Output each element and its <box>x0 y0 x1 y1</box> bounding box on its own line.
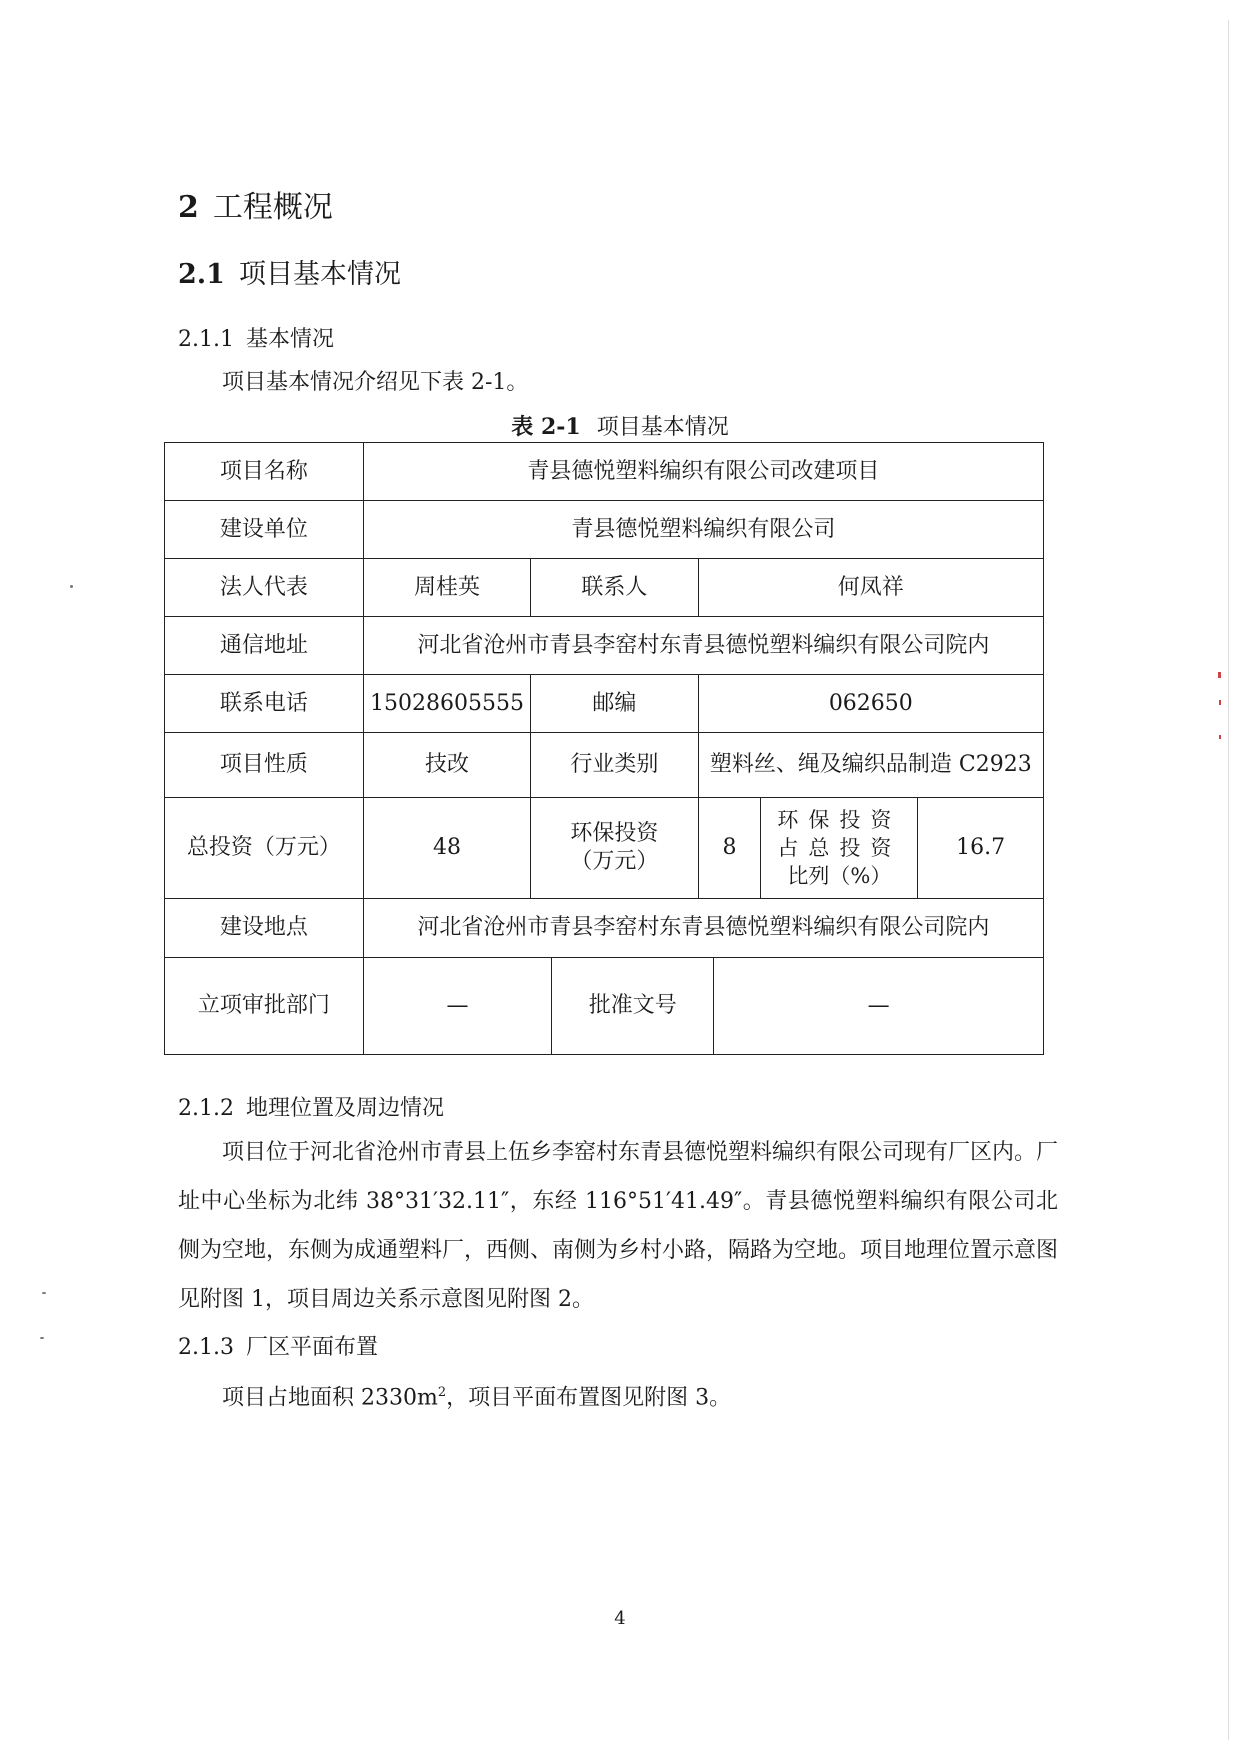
scan-mark <box>1218 672 1221 678</box>
section-heading <box>178 252 401 291</box>
table-caption-number: 表 2-1 <box>511 414 581 440</box>
cell-label: 项目性质 <box>165 733 364 798</box>
table-row <box>165 559 1044 617</box>
cell-label: 通信地址 <box>165 617 364 675</box>
cell-value: 技改 <box>363 733 530 798</box>
layout-text-end: ，项目平面布置图见附图 3。 <box>446 1385 732 1411</box>
cell-value: 青县德悦塑料编织有限公司 <box>363 501 1043 559</box>
cell-value: 何凤祥 <box>698 559 1043 617</box>
cell-value: 青县德悦塑料编织有限公司改建项目 <box>363 443 1043 501</box>
table-row <box>165 443 1044 501</box>
scan-speck <box>40 1337 44 1339</box>
cell-label: 立项审批部门 <box>165 958 364 1055</box>
subsection-number: 2.1.2 <box>178 1096 234 1121</box>
subsection-title: 厂区平面布置 <box>245 1335 378 1360</box>
cell-label <box>531 798 698 899</box>
chapter-heading <box>178 182 333 226</box>
scan-edge <box>1228 20 1229 1740</box>
cell-value: 周桂英 <box>363 559 530 617</box>
layout-paragraph <box>178 1368 1058 1422</box>
intro-paragraph: 项目基本情况介绍见下表 2-1。 <box>222 370 529 395</box>
cell-value: 河北省沧州市青县李窑村东青县德悦塑料编织有限公司院内 <box>363 899 1043 958</box>
chapter-number: 2 <box>178 190 199 225</box>
subsection-number: 2.1.1 <box>178 327 234 352</box>
subsection-number: 2.1.3 <box>178 1335 234 1360</box>
location-paragraph: 项目位于河北省沧州市青县上伍乡李窑村东青县德悦塑料编织有限公司现有厂区内。厂址中心坐标为北纬 38°31′32.11″，东经 116°51′41.49″。青县德悦塑料编织有限公司北侧为空地，东侧为成通塑料厂，西侧、南侧为乡村小路，隔路为空地。项目地理位置示意图见附图 1，项目周边关系示意图见附图 2。 <box>178 1140 1059 1312</box>
table-row <box>165 675 1044 733</box>
cell-value: — <box>714 958 1044 1055</box>
cell-value: 8 <box>698 798 761 899</box>
cell-label: 总投资（万元） <box>165 798 364 899</box>
env-invest-label-line1: 环保投资 <box>570 821 659 846</box>
scan-speck <box>42 1292 46 1294</box>
area-superscript: 2 <box>437 1385 447 1400</box>
ratio-label-line3: 比列（%） <box>787 864 892 888</box>
cell-value: 15028605555 <box>363 675 530 733</box>
subsection-heading-211 <box>178 322 334 353</box>
table-caption <box>0 410 1240 441</box>
layout-text: 项目占地面积 2330m <box>222 1385 438 1411</box>
table-row <box>165 958 1044 1055</box>
section-title: 项目基本情况 <box>238 259 401 290</box>
table-row <box>165 798 1044 899</box>
subsection-heading-213 <box>178 1330 378 1361</box>
cell-label: 建设地点 <box>165 899 364 958</box>
cell-label: 邮编 <box>531 675 698 733</box>
chapter-title: 工程概况 <box>212 190 333 225</box>
table-caption-title: 项目基本情况 <box>596 415 729 440</box>
cell-label: 联系人 <box>531 559 698 617</box>
subsection-heading-212 <box>178 1091 444 1122</box>
table-row <box>165 501 1044 559</box>
cell-value: 062650 <box>698 675 1043 733</box>
cell-value: 16.7 <box>918 798 1044 899</box>
cell-value: 河北省沧州市青县李窑村东青县德悦塑料编织有限公司院内 <box>363 617 1043 675</box>
cell-label <box>761 798 918 899</box>
cell-label: 批准文号 <box>552 958 714 1055</box>
cell-value: — <box>363 958 551 1055</box>
section-number: 2.1 <box>178 259 225 290</box>
page-number: 4 <box>614 1608 626 1629</box>
ratio-label-line2: 占总投资 <box>777 836 902 860</box>
cell-label: 行业类别 <box>531 733 698 798</box>
cell-label: 联系电话 <box>165 675 364 733</box>
env-invest-label-line2: （万元） <box>570 849 659 874</box>
table-row <box>165 733 1044 798</box>
subsection-title: 地理位置及周边情况 <box>245 1096 444 1121</box>
cell-label: 法人代表 <box>165 559 364 617</box>
scan-speck <box>70 585 73 588</box>
scan-mark <box>1219 700 1221 705</box>
table-row <box>165 617 1044 675</box>
ratio-label-line1: 环保投资 <box>777 808 902 832</box>
cell-value: 48 <box>363 798 530 899</box>
cell-value: 塑料丝、绳及编织品制造 C2923 <box>698 733 1043 798</box>
cell-label: 建设单位 <box>165 501 364 559</box>
table-row <box>165 899 1044 958</box>
scan-mark <box>1219 735 1221 739</box>
subsection-title: 基本情况 <box>245 327 334 352</box>
project-info-table <box>164 442 1044 1055</box>
cell-label: 项目名称 <box>165 443 364 501</box>
